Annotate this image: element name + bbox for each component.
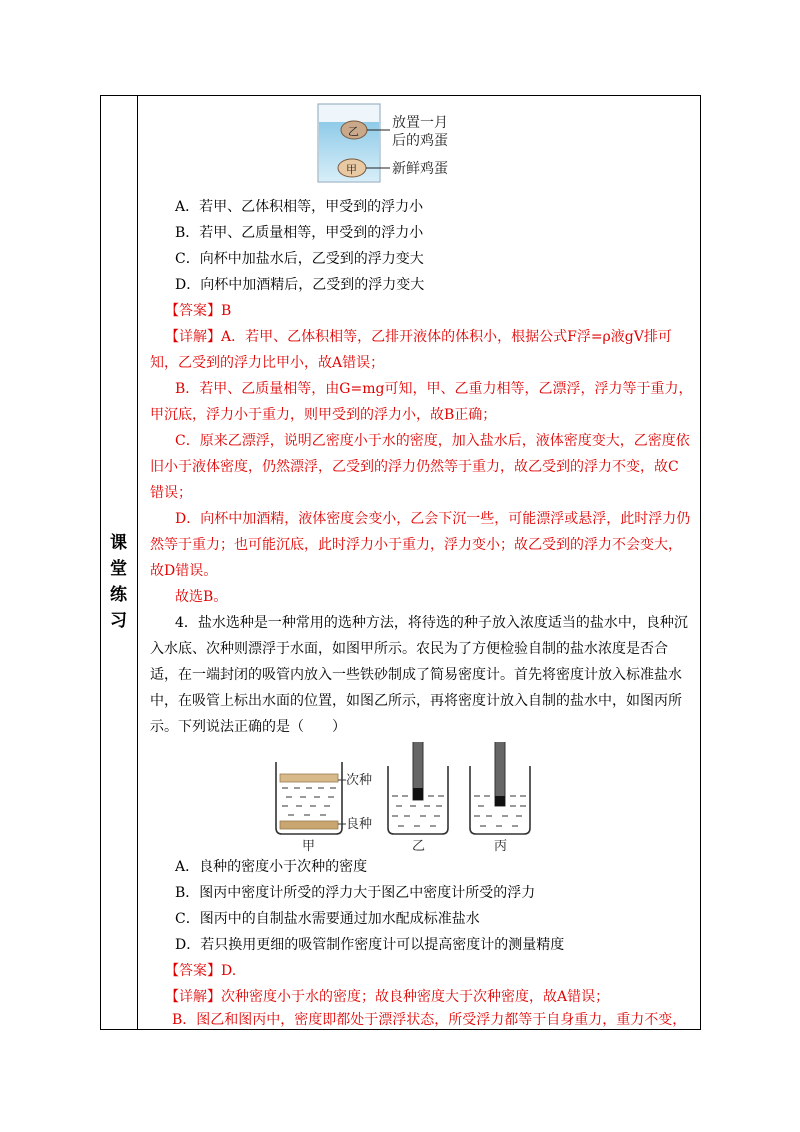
q4-stem-3: 适，在一端封闭的吸管内放入一些铁砂制成了简易密度计。首先将密度计放入标准盐水 — [150, 667, 682, 683]
q3-detail-a-1: 【详解】A．若甲、乙体积相等，乙排开液体的体积小，根据公式F浮=ρ液gV排可 — [165, 329, 672, 345]
q4-stem-2: 入水底、次种则漂浮于水面，如图甲所示。农民为了方便检验自制的盐水浓度是否合 — [150, 641, 668, 657]
caption-yi: 乙 — [412, 839, 426, 852]
q4-option-c: C．图丙中的自制盐水需要通过加水配成标准盐水 — [175, 911, 480, 927]
q3-option-a: A．若甲、乙体积相等，甲受到的浮力小 — [175, 199, 424, 215]
q3-answer: 【答案】B — [165, 303, 232, 319]
label-cizhong: 次种 — [346, 773, 373, 788]
label-fresh-egg: 新鲜鸡蛋 — [392, 161, 448, 177]
side-char: 习 — [110, 611, 127, 631]
q4-detail-2: B．图乙和图丙中，密度即都处于漂浮状态，所受浮力都等于自身重力，重力不变， — [172, 1012, 687, 1028]
q4-stem-5: 示。下列说法正确的是（ ） — [150, 719, 346, 735]
caption-bing: 丙 — [494, 839, 508, 852]
q3-option-b: B．若甲、乙质量相等，甲受到的浮力小 — [175, 225, 424, 241]
egg-top-label: 乙 — [348, 125, 359, 138]
q3-option-d: D．向杯中加酒精后，乙受到的浮力变大 — [175, 277, 425, 293]
q3-detail-a-2: 知，乙受到的浮力比甲小，故A错误； — [150, 355, 385, 371]
table-column-divider — [137, 95, 138, 1030]
q3-detail-c-2: 旧小于液体密度，仍然漂浮，乙受到的浮力仍然等于重力，故乙受到的浮力不变，故C — [150, 459, 679, 475]
caption-jia: 甲 — [302, 839, 316, 852]
egg-bottom-label: 甲 — [346, 163, 357, 176]
q3-conclusion: 故选B。 — [175, 589, 228, 605]
q4-answer: 【答案】D. — [165, 963, 237, 979]
side-char: 堂 — [110, 559, 127, 579]
side-label — [100, 530, 137, 634]
q4-option-a: A．良种的密度小于次种的密度 — [175, 859, 368, 875]
side-char: 课 — [110, 533, 127, 553]
label-liangzhong: 良种 — [346, 817, 373, 832]
label-aged-egg-1: 放置一月 — [392, 115, 448, 131]
q4-option-d: D．若只换用更细的吸管制作密度计可以提高密度计的测量精度 — [175, 937, 565, 953]
q3-option-c: C．向杯中加盐水后，乙受到的浮力变大 — [175, 251, 424, 267]
q4-detail-1: 【详解】次种密度小于水的密度；故良种密度大于次种密度，故A错误； — [165, 989, 610, 1005]
q3-detail-b-2: 甲沉底，浮力小于重力，则甲受到的浮力小，故B正确； — [150, 407, 497, 423]
q3-detail-d-2: 然等于重力；也可能沉底，此时浮力小于重力，浮力变小；故乙受到的浮力不会变大， — [150, 537, 682, 553]
q4-stem-4: 中，在吸管上标出水面的位置，如图乙所示，再将密度计放入自制的盐水中，如图丙所 — [150, 693, 682, 709]
q4-option-b: B．图丙中密度计所受的浮力大于图乙中密度计所受的浮力 — [175, 885, 536, 901]
q3-detail-c-3: 错误； — [150, 485, 192, 501]
salt-water-beakers-figure — [270, 742, 560, 852]
q3-detail-d-1: D．向杯中加酒精，液体密度会变小，乙会下沉一些，可能漂浮或悬浮，此时浮力仍 — [175, 511, 691, 527]
q3-detail-b-1: B．若甲、乙质量相等，由G=mg可知，甲、乙重力相等，乙漂浮，浮力等于重力， — [175, 381, 693, 397]
q3-detail-d-3: 故D错误。 — [150, 563, 218, 579]
q3-detail-c-1: C．原来乙漂浮，说明乙密度小于水的密度，加入盐水后，液体密度变大，乙密度依 — [175, 433, 690, 449]
side-char: 练 — [110, 585, 127, 605]
label-aged-egg-2: 后的鸡蛋 — [392, 133, 448, 149]
q4-stem-1: 4．盐水选种是一种常用的选种方法，将待选的种子放入浓度适当的盐水中，良种沉 — [175, 615, 688, 631]
egg-beaker-figure — [310, 100, 480, 186]
